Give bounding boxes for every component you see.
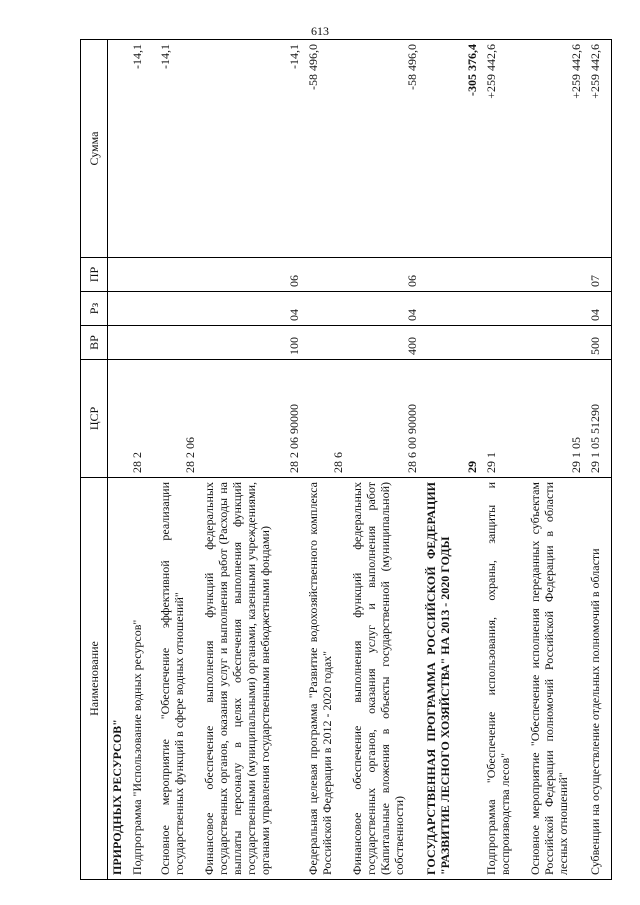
- row-csr: 29 1: [482, 360, 526, 478]
- row-vr: 500: [586, 326, 612, 360]
- row-rz: [156, 292, 200, 326]
- row-csr: 28 6 00 90000: [348, 360, 422, 478]
- row-rz: [422, 292, 482, 326]
- row-rz: 04: [348, 292, 422, 326]
- row-pr: [482, 258, 526, 292]
- table-row: [348, 40, 422, 880]
- table-row: [586, 40, 612, 880]
- row-pr: 06: [200, 258, 304, 292]
- row-name: Основное мероприятие "Обеспечение эффективной реализации государственных функций в сфере водных отношений": [156, 478, 200, 880]
- row-rz: [128, 292, 156, 326]
- row-csr: 28 6: [304, 360, 348, 478]
- row-rz: 04: [200, 292, 304, 326]
- row-vr: [526, 326, 586, 360]
- row-csr: 29: [422, 360, 482, 478]
- row-vr: [422, 326, 482, 360]
- header-pr: ПР: [81, 258, 108, 292]
- row-pr: [304, 258, 348, 292]
- table-row: [200, 40, 304, 880]
- row-name: ПРИРОДНЫХ РЕСУРСОВ": [108, 478, 128, 880]
- row-csr: 28 2 06 90000: [200, 360, 304, 478]
- row-sum: -58 496,0: [348, 40, 422, 258]
- row-pr: [156, 258, 200, 292]
- page-number: 613: [311, 24, 329, 38]
- row-sum: +259 442,6: [586, 40, 612, 258]
- row-name: Финансовое обеспечение выполнения функций федеральных государственных органов, оказания услуг и выполнения работ (Капитальные вложения в объекты государственной (муниципальной) собственности): [348, 478, 422, 880]
- row-name: Подпрограмма "Использование водных ресурсов": [128, 478, 156, 880]
- row-pr: [108, 258, 128, 292]
- row-csr: 29 1 05: [526, 360, 586, 478]
- table-row: [482, 40, 526, 880]
- row-sum: [108, 40, 128, 258]
- row-csr: 29 1 05 51290: [586, 360, 612, 478]
- row-name: Основное мероприятие "Обеспечение исполнения переданных субъектам Российской Федерации полномочий Российской Федерации в области лесных отношений": [526, 478, 586, 880]
- row-name: ГОСУДАРСТВЕННАЯ ПРОГРАММА РОССИЙСКОЙ ФЕДЕРАЦИИ "РАЗВИТИЕ ЛЕСНОГО ХОЗЯЙСТВА" НА 2013 - 2020 ГОДЫ: [422, 478, 482, 880]
- header-rz: Рз: [81, 292, 108, 326]
- row-sum: -305 376,4: [422, 40, 482, 258]
- row-vr: 400: [348, 326, 422, 360]
- row-pr: [422, 258, 482, 292]
- row-vr: 100: [200, 326, 304, 360]
- row-vr: [108, 326, 128, 360]
- header-csr: ЦСР: [81, 360, 108, 478]
- row-vr: [156, 326, 200, 360]
- table-row: [156, 40, 200, 880]
- row-vr: [304, 326, 348, 360]
- row-sum: -14,1: [156, 40, 200, 258]
- row-name: Субвенции на осуществление отдельных полномочий в области: [586, 478, 612, 880]
- row-csr: [108, 360, 128, 478]
- table-row: [128, 40, 156, 880]
- row-rz: [108, 292, 128, 326]
- row-sum: -14,1: [128, 40, 156, 258]
- row-sum: -58 496,0: [304, 40, 348, 258]
- header-vr: ВР: [81, 326, 108, 360]
- row-pr: [128, 258, 156, 292]
- row-vr: [482, 326, 526, 360]
- rotated-table-stage: [80, 40, 640, 880]
- table-header-row: [81, 40, 108, 880]
- row-rz: 04: [586, 292, 612, 326]
- row-pr: 06: [348, 258, 422, 292]
- row-rz: [304, 292, 348, 326]
- budget-table: [80, 39, 612, 880]
- row-sum: -14,1: [200, 40, 304, 258]
- row-sum: +259 442,6: [526, 40, 586, 258]
- row-sum: +259 442,6: [482, 40, 526, 258]
- header-sum: Сумма: [81, 40, 108, 258]
- table-row: [108, 40, 128, 880]
- row-pr: 07: [586, 258, 612, 292]
- row-name: Федеральная целевая программа "Развитие водохозяйственного комплекса Российской Федерации в 2012 - 2020 годах": [304, 478, 348, 880]
- row-rz: [482, 292, 526, 326]
- table-row: [304, 40, 348, 880]
- row-csr: 28 2 06: [156, 360, 200, 478]
- row-name: Финансовое обеспечение выполнения функций федеральных государственных органов, оказания услуг и выполнения работ (Расходы на выплаты персоналу в целях обеспечения выполнения функций государственными (муниципальными) органами, казенными учреждениями, органами управления государственными внебюджетными фондами): [200, 478, 304, 880]
- header-name: Наименование: [81, 478, 108, 880]
- row-pr: [526, 258, 586, 292]
- row-csr: 28 2: [128, 360, 156, 478]
- row-vr: [128, 326, 156, 360]
- table-row: [422, 40, 482, 880]
- table-row: [526, 40, 586, 880]
- row-rz: [526, 292, 586, 326]
- row-name: Подпрограмма "Обеспечение использования, охраны, защиты и воспроизводства лесов": [482, 478, 526, 880]
